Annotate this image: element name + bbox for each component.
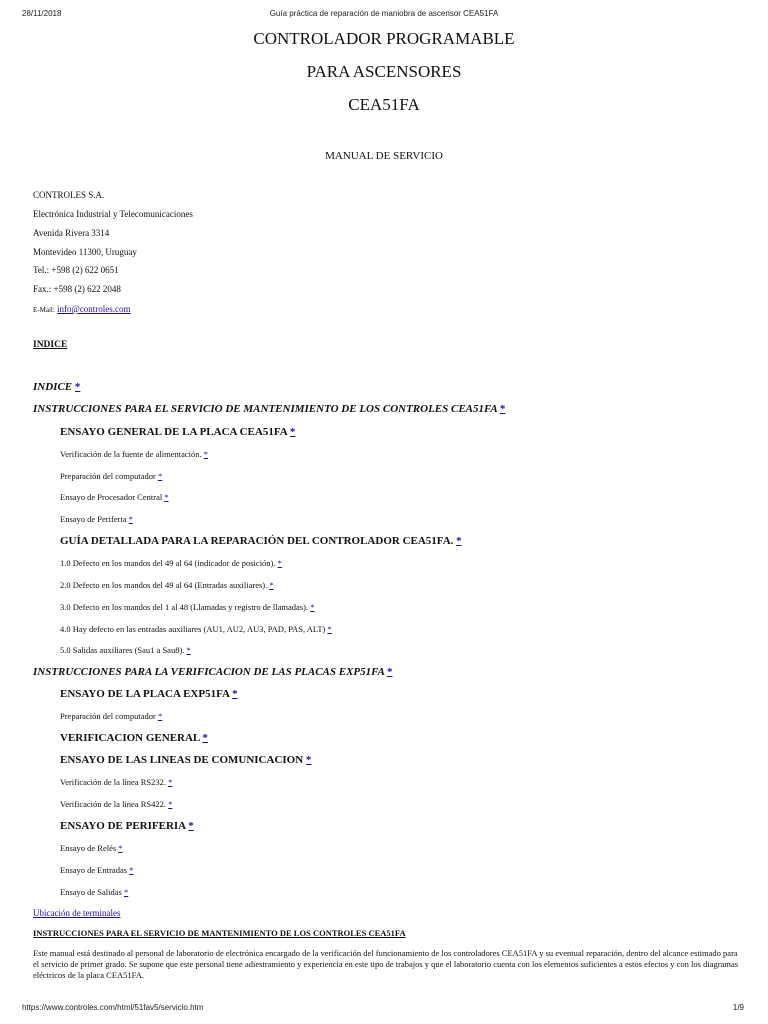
company-name: CONTROLES S.A. — [33, 190, 105, 200]
intro-paragraph: Este manual está destinado al personal de laboratorio de electrónica encargado de la verificación del funcionamiento de los controladores CEA51FA y su eventual reparación, dentro del alcance estimado para el servicio de primer grado. Se supone que este personal tiene adiestramiento y experiencia en este tipo de trabajos y que el laboratorio cuenta con los elementos suficientes a estos efectos y con los diagramas eléctricos de la placa CEA51FA. — [33, 948, 739, 980]
toc-verif-fuente-link[interactable]: * — [203, 449, 208, 459]
page-title-line1: CONTROLADOR PROGRAMABLE — [253, 29, 515, 48]
toc-ensayo-reles-link[interactable]: * — [118, 843, 123, 853]
toc-prep-comp-link[interactable]: * — [157, 471, 163, 481]
company-tel: Tel.: +598 (2) 622 0651 — [33, 265, 119, 275]
toc-d5: 5.0 Salidas auxiliares (Sau1 a Sau8). * — [60, 645, 191, 655]
toc-ensayo-perif: Ensayo de Periferia * — [60, 514, 133, 524]
toc-ensayo-salidas-link[interactable]: * — [123, 887, 129, 897]
page-title-line3: CEA51FA — [348, 95, 420, 114]
toc-ensayo-exp-link[interactable]: * — [232, 688, 238, 700]
toc-verif-rs232: Verificación de la línea RS232. * — [60, 777, 173, 787]
company-field: Electrónica Industrial y Telecomunicaciones — [33, 209, 193, 219]
toc-verif-rs422: Verificación de la línea RS422. * — [60, 799, 173, 809]
page-number: 1/9 — [732, 1003, 744, 1012]
print-doc-title: Guía práctica de reparación de maniobra de ascensor CEA51FA — [269, 9, 499, 18]
toc-prep-comp: Preparación del computador * — [60, 471, 163, 481]
toc-ensayo-general: ENSAYO GENERAL DE LA PLACA CEA51FA * — [60, 426, 296, 438]
toc-verif-general-link[interactable]: * — [202, 732, 208, 744]
toc-ensayo-reles: Ensayo de Relés * — [60, 843, 123, 853]
toc-ensayo-salidas: Ensayo de Salidas * — [60, 887, 129, 897]
print-date: 28/11/2018 — [22, 9, 62, 18]
toc-d3: 3.0 Defecto en los mandos del 1 al 48 (Llamadas y registro de llamadas). * — [60, 602, 315, 612]
toc-ensayo-proc: Ensayo de Procesador Central * — [60, 492, 169, 502]
toc-verif-fuente: Verificación de la fuente de alimentación. * — [60, 449, 208, 459]
print-url: https://www.controles.com/html/51fav5/servicio.htm — [22, 1003, 204, 1012]
toc-d2: 2.0 Defecto en los mandos del 49 al 64 (Entradas auxiliares). * — [60, 580, 274, 590]
company-city: Montevideo 11300, Uruguay — [33, 247, 137, 257]
toc-prep-comp2: Preparación del computador * — [60, 711, 163, 721]
toc-d4-link[interactable]: * — [327, 624, 332, 634]
toc-ensayo-periferia-link[interactable]: * — [188, 820, 194, 832]
page-subtitle: MANUAL DE SERVICIO — [325, 150, 443, 162]
toc-ensayo-general-link[interactable]: * — [289, 426, 296, 438]
toc-d4: 4.0 Hay defecto en las entradas auxiliares (AU1, AU2, AU3, PAD, PAS, ALT) * — [60, 624, 332, 634]
toc-ensayo-proc-link[interactable]: * — [164, 492, 169, 502]
email-link[interactable]: info@controles.com — [57, 304, 131, 314]
section-title: INSTRUCCIONES PARA EL SERVICIO DE MANTENIMIENTO DE LOS CONTROLES CEA51FA — [33, 928, 406, 938]
toc-guia-link[interactable]: * — [456, 535, 462, 547]
toc-instr-mant: INSTRUCCIONES PARA EL SERVICIO DE MANTENIMIENTO DE LOS CONTROLES CEA51FA * — [33, 403, 506, 415]
toc-guia: GUÍA DETALLADA PARA LA REPARACIÓN DEL CONTROLADOR CEA51FA. * — [60, 535, 462, 547]
toc-d3-link[interactable]: * — [310, 602, 315, 612]
toc-ensayo-entradas: Ensayo de Entradas * — [60, 865, 134, 875]
toc-ensayo-entradas-link[interactable]: * — [129, 865, 134, 875]
toc-ensayo-lineas-link[interactable]: * — [305, 754, 312, 766]
toc-indice-link[interactable]: * — [74, 381, 81, 393]
toc-indice: INDICE * — [33, 381, 81, 393]
toc-instr-verif-link[interactable]: * — [386, 666, 393, 678]
email-label: E-Mail: — [33, 306, 55, 314]
toc-instr-mant-link[interactable]: * — [499, 403, 506, 415]
toc-d1: 1.0 Defecto en los mandos del 49 al 64 (indicador de posición). * — [60, 558, 282, 568]
company-street: Avenida Rivera 3314 — [33, 228, 110, 238]
toc-d1-link[interactable]: * — [277, 558, 282, 568]
toc-prep-comp2-link[interactable]: * — [157, 711, 163, 721]
toc-verif-general: VERIFICACION GENERAL * — [60, 732, 208, 744]
toc-ensayo-periferia: ENSAYO DE PERIFERIA * — [60, 820, 194, 832]
toc-ensayo-lineas: ENSAYO DE LAS LINEAS DE COMUNICACION * — [60, 754, 312, 766]
index-heading: INDICE — [33, 340, 68, 350]
toc-verif-rs422-link[interactable]: * — [168, 799, 173, 809]
toc-instr-verif: INSTRUCCIONES PARA LA VERIFICACION DE LAS PLACAS EXP51FA * — [33, 666, 393, 678]
page-title-line2: PARA ASCENSORES — [306, 62, 462, 81]
toc-d2-link[interactable]: * — [269, 580, 274, 590]
toc-ensayo-perif-link[interactable]: * — [128, 514, 133, 524]
company-fax: Fax.: +598 (2) 622 2048 — [33, 284, 121, 294]
toc-ensayo-exp: ENSAYO DE LA PLACA EXP51FA * — [60, 688, 238, 700]
company-email — [33, 304, 131, 314]
terminals-link[interactable]: Ubicación de terminales — [33, 908, 121, 918]
toc-verif-rs232-link[interactable]: * — [168, 777, 173, 787]
toc-d5-link[interactable]: * — [186, 645, 191, 655]
